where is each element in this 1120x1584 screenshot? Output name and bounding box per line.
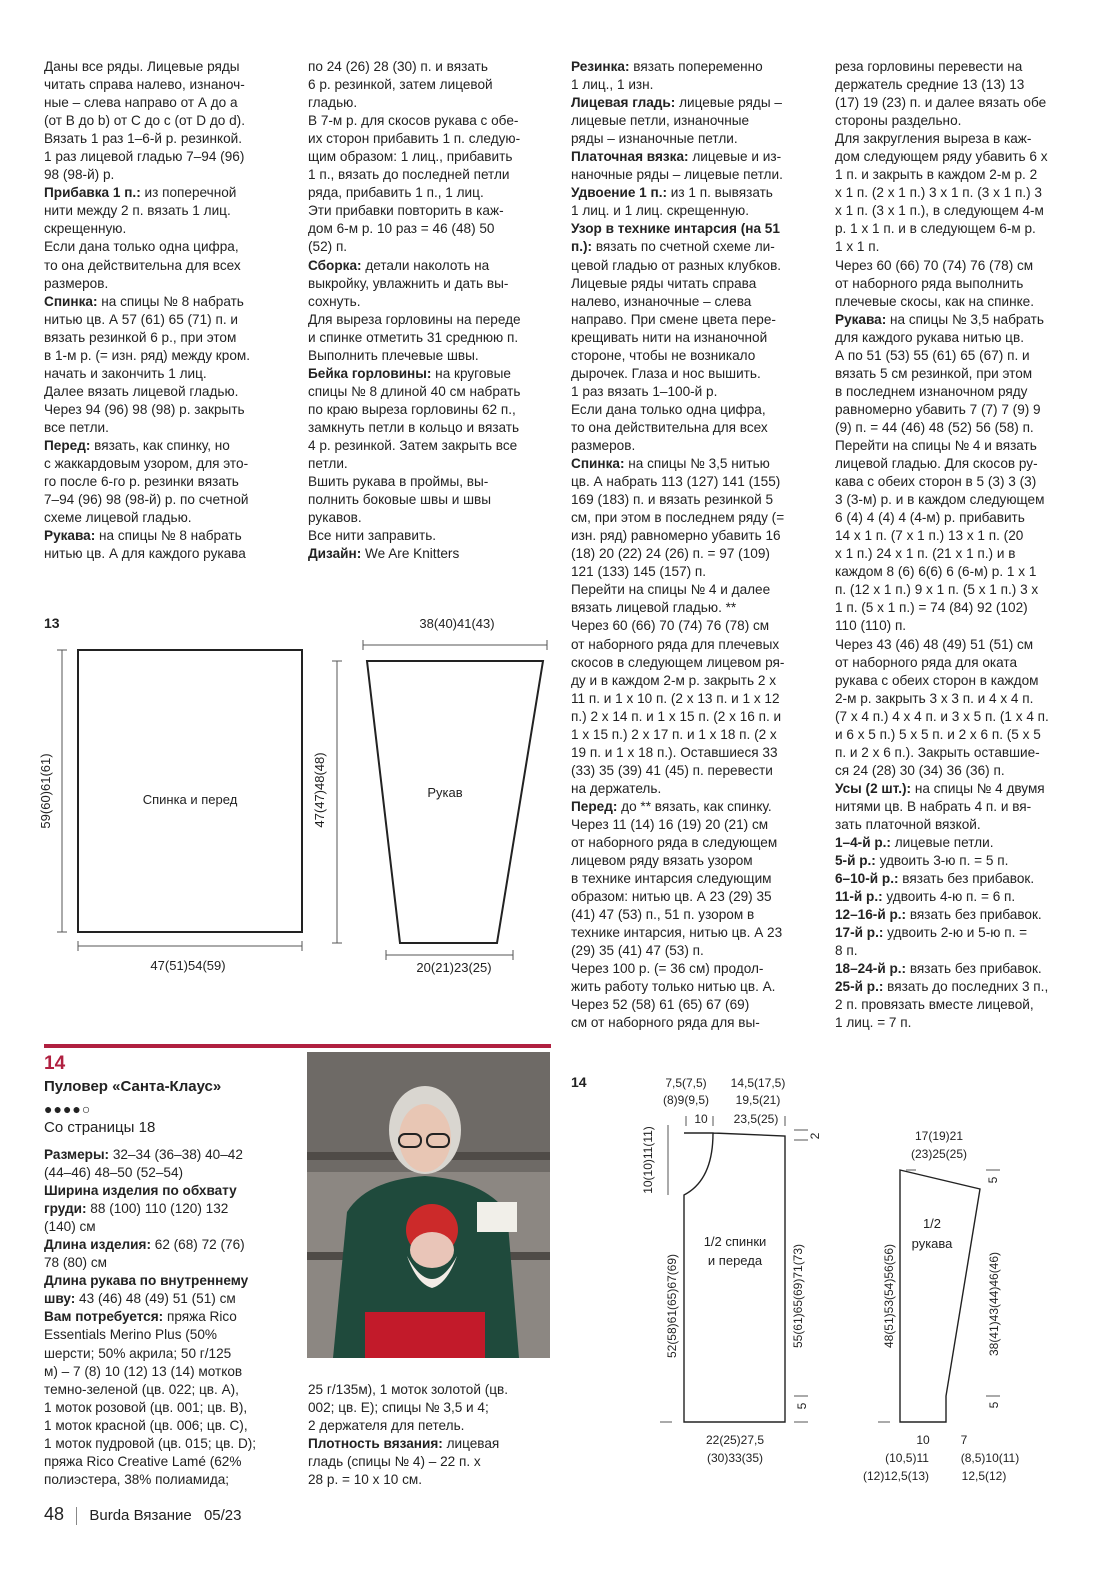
text-line: 11 п. и 1 х 10 п. (2 х 13 п. и 1 х 12 xyxy=(571,690,780,706)
text-line: наночные ряды – лицевые петли. xyxy=(571,167,783,183)
text-line: от наборного ряда выполнить xyxy=(835,275,1024,291)
text-line: ряда, прибавить 1 п., 1 лиц. xyxy=(308,185,484,201)
text-line: Для выреза горловины на переде xyxy=(308,311,521,327)
text-line: рукавов. xyxy=(308,510,362,526)
shoulder-drop-label: 2 xyxy=(808,1132,822,1140)
text-line: 2 п. провязать вместе лицевой, xyxy=(835,997,1034,1013)
text-line: Через 94 (96) 98 (98) р. закрыть xyxy=(44,401,245,417)
text-line: 14 х 1 п. (7 х 1 п.) 13 х 1 п. (20 xyxy=(835,528,1024,544)
text-line: спицы № 8 длиной 40 см набрать xyxy=(308,383,521,399)
shoulder-width-1: 14,5(17,5) xyxy=(730,1076,786,1090)
sleeve-half-label-2: рукава xyxy=(911,1236,953,1251)
text-line: Рукава: на спицы № 8 набрать xyxy=(44,528,242,544)
text-line: п. (12 х 1 п.) 9 х 1 п. (5 х 1 п.) 3 х xyxy=(835,582,1039,598)
text-line: 18–24-й р.: вязать без прибавок. xyxy=(835,961,1042,977)
text-line: го после 6-го р. резинки вязать xyxy=(44,474,239,490)
text-line: Плотность вязания: лицевая xyxy=(308,1436,500,1452)
body-half-label-1: 1/2 спинки xyxy=(703,1234,767,1249)
text-line: 1–4-й р.: лицевые петли. xyxy=(835,835,994,851)
sleeve-top-1: 17(19)21 xyxy=(914,1129,964,1143)
sleeve-rib-label: 5 xyxy=(987,1401,1001,1409)
text-line: выкройку, увлажнить и дать вы- xyxy=(308,275,509,291)
text-line: 1 раз вязать 1–100-й р. xyxy=(571,383,718,399)
text-line: ду и в каждом 2-м р. закрыть 2 х xyxy=(571,672,777,688)
text-line: Ширина изделия по обхвату xyxy=(44,1183,237,1199)
schema-13-number: 13 xyxy=(44,615,60,631)
text-line: 1 раз лицевой гладью 7–94 (96) xyxy=(44,149,245,165)
pattern-14-title: Пуловер «Санта-Клаус» xyxy=(44,1078,222,1095)
body-right-height: 55(61)65(69)71(73) xyxy=(791,1243,805,1349)
text-line: каждом 8 (6) 6(6) 6 (6-м) р. 1 х 1 xyxy=(835,564,1037,580)
text-line: Рукава: на спицы № 3,5 набрать xyxy=(835,311,1044,327)
text-line: 12–16-й р.: вязать без прибавок. xyxy=(835,907,1042,923)
sleeve-top-2: (23)25(25) xyxy=(910,1147,968,1161)
text-line: сохнуть. xyxy=(308,293,361,309)
text-line: по 24 (26) 28 (30) п. и вязать xyxy=(308,59,488,74)
text-line: 11-й р.: удвоить 4-ю п. = 6 п. xyxy=(835,889,1016,905)
text-line: 25 г/135м), 1 моток золотой (цв. xyxy=(308,1382,509,1397)
text-line: замкнуть петли в кольцо и вязать xyxy=(308,419,520,435)
text-line: размеров. xyxy=(44,275,109,291)
text-line: нитями цв. В набрать 4 п. и вя- xyxy=(835,798,1032,814)
text-line: груди: 88 (100) 110 (120) 132 xyxy=(44,1201,229,1217)
text-line: ные – слева направо от А до а xyxy=(44,95,238,111)
text-line: держатель средние 13 (13) 13 xyxy=(835,77,1025,93)
text-line: Вам потребуется: пряжа Rico xyxy=(44,1309,237,1325)
text-line: рукава с обеих сторон в каждом xyxy=(835,672,1039,688)
text-line: петли. xyxy=(308,456,348,472)
text-line: (29) 35 (41) 47 (53) п. xyxy=(571,943,704,959)
text-line: 1 п. и закрыть в каждом 2-м р. 2 xyxy=(835,167,1038,183)
pattern-14-number: 14 xyxy=(44,1053,66,1074)
text-line: 3 (3-м) р. и в каждом следующем xyxy=(835,492,1045,508)
text-line: Перейти на спицы № 4 и далее xyxy=(571,582,771,598)
text-line: полиэстера, 38% полиамида; xyxy=(44,1471,230,1487)
text-line: зать платочной вязкой. xyxy=(835,816,981,832)
sleeve-half-shape xyxy=(900,1170,980,1422)
text-line: в последнем изнаночном ряду xyxy=(835,383,1028,399)
text-line: 1 моток розовой (цв. 001; цв. В), xyxy=(44,1399,248,1415)
text-line: и спинке отметить 31 среднюю п. xyxy=(308,329,519,345)
text-line: см, при этом в последнем ряду (= xyxy=(571,510,785,526)
text-line: нити между 2 п. вязать 1 лиц. xyxy=(44,203,231,219)
text-line: Лицевые ряды читать справа xyxy=(571,275,757,291)
text-line: Усы (2 шт.): на спицы № 4 двумя xyxy=(835,780,1045,796)
text-line: 110 (110) п. xyxy=(835,618,907,634)
text-line: 5-й р.: удвоить 3-ю п. = 5 п. xyxy=(835,853,1009,869)
text-line: 25-й р.: вязать до последних 3 п., xyxy=(835,979,1049,995)
sleeve-left-height: 48(51)53(54)56(56) xyxy=(882,1243,896,1349)
text-line: (7 х 4 п.) 4 х 4 п. и 3 х 5 п. (1 х 4 п. xyxy=(835,708,1049,724)
sleeve-right-height: 38(41)43(44)46(46) xyxy=(987,1251,1001,1357)
text-line: дом 6-м р. 10 раз = 46 (48) 50 xyxy=(308,221,495,237)
text-line: Выполнить плечевые швы. xyxy=(308,347,479,363)
text-line: 8 п. xyxy=(835,943,858,959)
text-line: 19 п. и 1 х 18 п.). Оставшиеся 33 xyxy=(571,744,778,760)
text-line: технике интарсия, нитью цв. А 23 xyxy=(571,925,783,941)
text-line: их сторон прибавить 1 п. следую- xyxy=(308,131,521,147)
text-line: (18) 20 (22) 24 (26) п. = 97 (109) xyxy=(571,546,770,562)
text-line: Удвоение 1 п.: из 1 п. вывязать xyxy=(571,185,773,201)
body-half-label-2: и переда xyxy=(707,1253,763,1268)
text-line: Если дана только одна цифра, xyxy=(44,239,239,255)
text-line: 28 р. = 10 х 10 см. xyxy=(308,1472,423,1488)
text-line: Прибавка 1 п.: из поперечной xyxy=(44,185,237,201)
text-line: Дизайн: We Are Knitters xyxy=(308,546,460,562)
text-line: нитью цв. А для каждого рукава xyxy=(44,546,246,562)
difficulty-dot-filled: ● xyxy=(44,1101,54,1117)
text-line: вязать лицевой гладью. ** xyxy=(571,600,737,616)
text-line: в 1-м р. (= изн. ряд) между кром. xyxy=(44,347,250,363)
text-line: шерсти; 50% акрила; 50 г/125 xyxy=(44,1345,232,1361)
text-line: Если дана только одна цифра, xyxy=(571,401,766,417)
text-line: налево, изнаночные – слева xyxy=(571,293,752,309)
text-line: Через 43 (46) 48 (49) 51 (51) см xyxy=(835,636,1034,652)
text-line: читать справа налево, изнаноч- xyxy=(44,77,245,93)
text-line: п.): вязать по счетной схеме ли- xyxy=(571,239,775,255)
text-line: 78 (80) см xyxy=(44,1255,107,1271)
sleeve-height-label: 47(47)48(48) xyxy=(312,752,327,828)
text-line: Лицевая гладь: лицевые ряды – xyxy=(571,95,782,111)
text-line: Длина изделия: 62 (68) 72 (76) xyxy=(44,1237,245,1253)
neck-width-2: (8)9(9,5) xyxy=(662,1093,710,1107)
text-line: Для закругления выреза в каж- xyxy=(835,131,1032,147)
text-line: 6–10-й р.: вязать без прибавок. xyxy=(835,871,1035,887)
text-line: 4 р. резинкой. Затем закрыть все xyxy=(308,437,518,453)
body-width-label: 47(51)54(59) xyxy=(150,958,226,973)
neck-width-1: 7,5(7,5) xyxy=(665,1076,707,1090)
text-line: ся 24 (28) 30 (34) 36 (36) п. xyxy=(835,762,1005,778)
text-line: цв. А набрать 113 (127) 141 (155) xyxy=(571,474,781,490)
difficulty-dot-filled: ● xyxy=(53,1101,63,1117)
text-line: Все нити заправить. xyxy=(308,528,437,544)
text-line: дом следующем ряду убавить 6 х xyxy=(835,149,1048,165)
text-line: Сборка: детали наколоть на xyxy=(308,257,490,273)
text-line: Перейти на спицы № 4 и вязать xyxy=(835,437,1037,453)
text-line: Бейка горловины: на круговые xyxy=(308,365,511,381)
text-line: от наборного ряда для оката xyxy=(835,654,1018,670)
text-line: размеров. xyxy=(571,437,636,453)
sleeve-cap-label: 5 xyxy=(986,1176,1000,1184)
body-pattern-label: Спинка и перед xyxy=(142,792,238,807)
text-line: х 1 п. (3 х 1 п.), в следующем 4-м xyxy=(835,203,1044,219)
text-line: гладью. xyxy=(308,95,358,111)
text-line: от наборного ряда в следующем xyxy=(571,835,778,851)
text-line: равномерно убавить 7 (7) 7 (9) 9 xyxy=(835,401,1041,417)
text-line: пряжа Rico Creative Lamé (62% xyxy=(44,1453,242,1469)
text-line: вязать 5 см резинкой, при этом xyxy=(835,365,1033,381)
text-line: начать и закончить 1 лиц. xyxy=(44,365,207,381)
sleeve-bottom-left-1: 10 xyxy=(916,1433,930,1447)
text-line: реза горловины перевести на xyxy=(835,59,1023,74)
issue-number: 05/23 xyxy=(203,1507,242,1524)
text-line: 1 х 1 п. xyxy=(835,239,880,255)
text-line: цевой гладью от разных клубков. xyxy=(571,257,782,273)
text-line: щим образом: 1 лиц., прибавить xyxy=(308,149,513,165)
text-line: стороны раздельно. xyxy=(835,113,962,129)
text-line: Платочная вязка: лицевые и из- xyxy=(571,149,782,165)
text-line: Перед: до ** вязать, как спинку. xyxy=(571,798,772,814)
text-line: все петли. xyxy=(44,419,109,435)
text-line: 1 х 15 п.) 2 х 17 п. и 1 х 18 п. (2 х xyxy=(571,726,777,742)
text-line: (33) 35 (39) 41 (45) п. перевести xyxy=(571,762,773,778)
shoulder-width-3: 23,5(25) xyxy=(733,1112,779,1126)
text-line: полнить боковые швы и швы xyxy=(308,492,492,508)
text-line: (от В до b) от С до с (от D до d). xyxy=(44,113,245,129)
text-line: 1 моток красной (цв. 006; цв. С), xyxy=(44,1417,248,1433)
text-line: Через 11 (14) 16 (19) 20 (21) см xyxy=(571,816,769,832)
text-line: от наборного ряда для плечевых xyxy=(571,636,780,652)
text-line: Размеры: 32–34 (36–38) 40–42 xyxy=(44,1147,243,1162)
text-line: см от наборного ряда для вы- xyxy=(571,1015,760,1031)
body-bottom-1: 22(25)27,5 xyxy=(705,1433,765,1447)
text-line: м) – 7 (8) 10 (12) 13 (14) мотков xyxy=(44,1363,243,1379)
text-line: скрещенную. xyxy=(44,221,127,237)
text-line: вязать резинкой 6 р., при этом xyxy=(44,329,237,345)
schema-14-number: 14 xyxy=(571,1074,587,1090)
text-line: Спинка: на спицы № 3,5 нитью xyxy=(571,456,770,472)
body-rib-label: 5 xyxy=(795,1402,809,1410)
text-line: то она действительна для всех xyxy=(571,419,768,435)
text-line: 1 лиц. = 7 п. xyxy=(835,1015,912,1031)
difficulty-dot-filled: ● xyxy=(62,1101,73,1117)
sleeve-bottom-left-2: (10,5)11 xyxy=(885,1451,929,1465)
text-line: Далее вязать лицевой гладью. xyxy=(44,383,239,399)
text-line: дырочек. Глаза и нос вышить. xyxy=(571,365,761,381)
text-line: 2-м р. закрыть 3 х 3 п. и 4 х 4 п. xyxy=(835,690,1034,706)
text-line: плечевые скосы, как на спинке. xyxy=(835,293,1035,309)
body-bottom-2: (30)33(35) xyxy=(706,1451,764,1465)
text-line: лицевые петли, изнаночные xyxy=(571,113,750,129)
text-line: Даны все ряды. Лицевые ряды xyxy=(44,59,240,74)
text-line: на держатель. xyxy=(571,780,662,796)
body-left-height: 52(58)61(65)67(69) xyxy=(665,1253,679,1359)
text-line: лицевой гладью. Для скосов ру- xyxy=(835,456,1038,472)
text-line: стороне, чтобы не возникало xyxy=(571,347,756,363)
text-line: п. и 2 х 6 п.). Закрыть оставшие- xyxy=(835,744,1040,760)
text-line: (140) см xyxy=(44,1219,96,1235)
text-line: крещивать нити на изнаночной xyxy=(571,329,768,345)
text-line: Вязать 1 раз 1–6-й р. резинкой. xyxy=(44,131,243,147)
text-line: (41) 47 (53) п., 51 п. узором в xyxy=(571,907,755,923)
difficulty-dot-empty: ○ xyxy=(81,1101,92,1117)
text-line: гладь (спицы № 4) – 22 п. х xyxy=(308,1454,481,1470)
text-line: жить работу только нитью цв. А. xyxy=(571,979,776,995)
sleeve-pattern-label: Рукав xyxy=(427,785,463,800)
sleeve-bottom-left-3: (12)12,5(13) xyxy=(862,1469,930,1483)
text-line: то она действительна для всех xyxy=(44,257,241,273)
text-line: Через 60 (66) 70 (74) 76 (78) см xyxy=(571,618,770,634)
text-line: скосов в следующем лицевом ря- xyxy=(571,654,785,670)
text-line: Резинка: вязать попеременно xyxy=(571,59,763,74)
text-line: темно-зеленой (цв. 022; цв. А), xyxy=(44,1381,239,1397)
text-line: х 1 п. (2 х 1 п.) 3 х 1 п. (3 х 1 п.) 3 xyxy=(835,185,1042,201)
text-line: и 6 х 5 п.) 5 х 5 п. и 2 х 6 п. (5 х 5 xyxy=(835,726,1041,742)
text-line: в технике интарсия следующим xyxy=(571,871,772,887)
text-line: кава с обеих сторон в 5 (3) 3 (3) xyxy=(835,474,1037,490)
text-line: Через 60 (66) 70 (74) 76 (78) см xyxy=(835,257,1034,273)
text-line: 1 лиц., 1 изн. xyxy=(571,77,654,93)
text-line: р. 1 х 1 п. и в следующем 6-м р. xyxy=(835,221,1036,237)
magazine-name: Burda Вязание xyxy=(89,1507,192,1524)
text-line: п.) 2 х 14 п. и 1 х 15 п. (2 х 16 п. и xyxy=(571,708,782,724)
text-line: Через 100 р. (= 36 см) продол- xyxy=(571,961,764,977)
text-line: ряды – изнаночные петли. xyxy=(571,131,738,147)
text-line: 1 п. (5 х 1 п.) = 74 (84) 92 (102) xyxy=(835,600,1028,616)
text-line: лицевом ряду вязать узором xyxy=(571,853,753,869)
text-line: Через 52 (58) 61 (65) 67 (69) xyxy=(571,997,750,1013)
text-line: с жаккардовым узором, для это- xyxy=(44,456,249,472)
page-number: 48 xyxy=(44,1504,65,1524)
difficulty-dot-filled: ● xyxy=(72,1101,82,1117)
text-line: 17-й р.: удвоить 2-ю и 5-ю п. = xyxy=(835,925,1028,941)
text-line: 1 лиц. и 1 лиц. скрещенную. xyxy=(571,203,750,219)
text-line: направо. При смене цвета пере- xyxy=(571,311,776,327)
text-line: 121 (133) 145 (157) п. xyxy=(571,564,707,580)
text-line: 6 (4) 4 (4) 4 (4-м) р. прибавить xyxy=(835,510,1025,526)
sleeve-half-label-1: 1/2 xyxy=(922,1216,942,1231)
text-line: нитью цв. А 57 (61) 65 (71) п. и xyxy=(44,311,238,327)
text-line: А по 51 (53) 55 (61) 65 (67) п. и xyxy=(835,347,1030,363)
text-line: (9) п. = 44 (46) 48 (52) 56 (58) п. xyxy=(835,419,1034,435)
text-line: В 7-м р. для скосов рукава с обе- xyxy=(308,113,519,129)
body-height-label: 59(60)61(61) xyxy=(38,753,53,829)
text-line: Длина рукава по внутреннему xyxy=(44,1273,249,1289)
sleeve-bottom-right-2: (8,5)10(11) xyxy=(960,1451,1020,1465)
sleeve-bottom-right-3: 12,5(12) xyxy=(961,1469,1007,1483)
neck-width-3: 10 xyxy=(694,1112,708,1126)
text-line: 1 п., вязать до последней петли xyxy=(308,167,510,183)
text-line: 1 моток пудровой (цв. 015; цв. D); xyxy=(44,1435,257,1451)
from-page: Со страницы 18 xyxy=(44,1119,156,1136)
sleeve-bottom-label: 20(21)23(25) xyxy=(416,960,492,975)
sleeve-top-label: 38(40)41(43) xyxy=(419,616,495,631)
text-line: изн. ряд) равномерно убавить 16 xyxy=(571,528,781,544)
text-line: по краю выреза горловины 62 п., xyxy=(308,401,516,417)
text-line: 2 держателя для петель. xyxy=(308,1418,465,1434)
text-line: Вшить рукава в проймы, вы- xyxy=(308,474,489,490)
text-line: (52) п. xyxy=(308,239,348,255)
text-line: (44–46) 48–50 (52–54) xyxy=(44,1165,184,1181)
text-line: Эти прибавки повторить в каж- xyxy=(308,203,504,219)
text-line: 7–94 (96) 98 (98-й) р. по счетной xyxy=(44,492,249,508)
text-line: х 1 п.) 24 х 1 п. (21 х 1 п.) и в xyxy=(835,546,1016,562)
text-line: 6 р. резинкой, затем лицевой xyxy=(308,77,493,93)
sleeve-bottom-right-1: 7 xyxy=(960,1433,968,1447)
text-line: Узор в технике интарсия (на 51 xyxy=(571,221,780,237)
text-line: шву: 43 (46) 48 (49) 51 (51) см xyxy=(44,1291,236,1307)
text-line: 169 (183) п. и вязать резинкой 5 xyxy=(571,492,774,508)
body-half-shape xyxy=(684,1133,785,1422)
text-line: Essentials Merino Plus (50% xyxy=(44,1327,218,1343)
text-line: для каждого рукава нитью цв. xyxy=(835,329,1024,345)
neck-depth-label: 10(10)11(11) xyxy=(641,1126,655,1194)
text-line: (17) 19 (23) п. и далее вязать обе xyxy=(835,95,1047,111)
page-footer xyxy=(44,1504,241,1525)
text-line: образом: нитью цв. А 23 (29) 35 xyxy=(571,889,772,905)
text-line: Спинка: на спицы № 8 набрать xyxy=(44,293,244,309)
text-line: 98 (98-й) р. xyxy=(44,167,115,183)
text-line: схеме лицевой гладью. xyxy=(44,510,192,526)
text-line: Перед: вязать, как спинку, но xyxy=(44,437,230,453)
text-line: 002; цв. Е); спицы № 3,5 и 4; xyxy=(308,1400,489,1416)
shoulder-width-2: 19,5(21) xyxy=(735,1093,781,1107)
